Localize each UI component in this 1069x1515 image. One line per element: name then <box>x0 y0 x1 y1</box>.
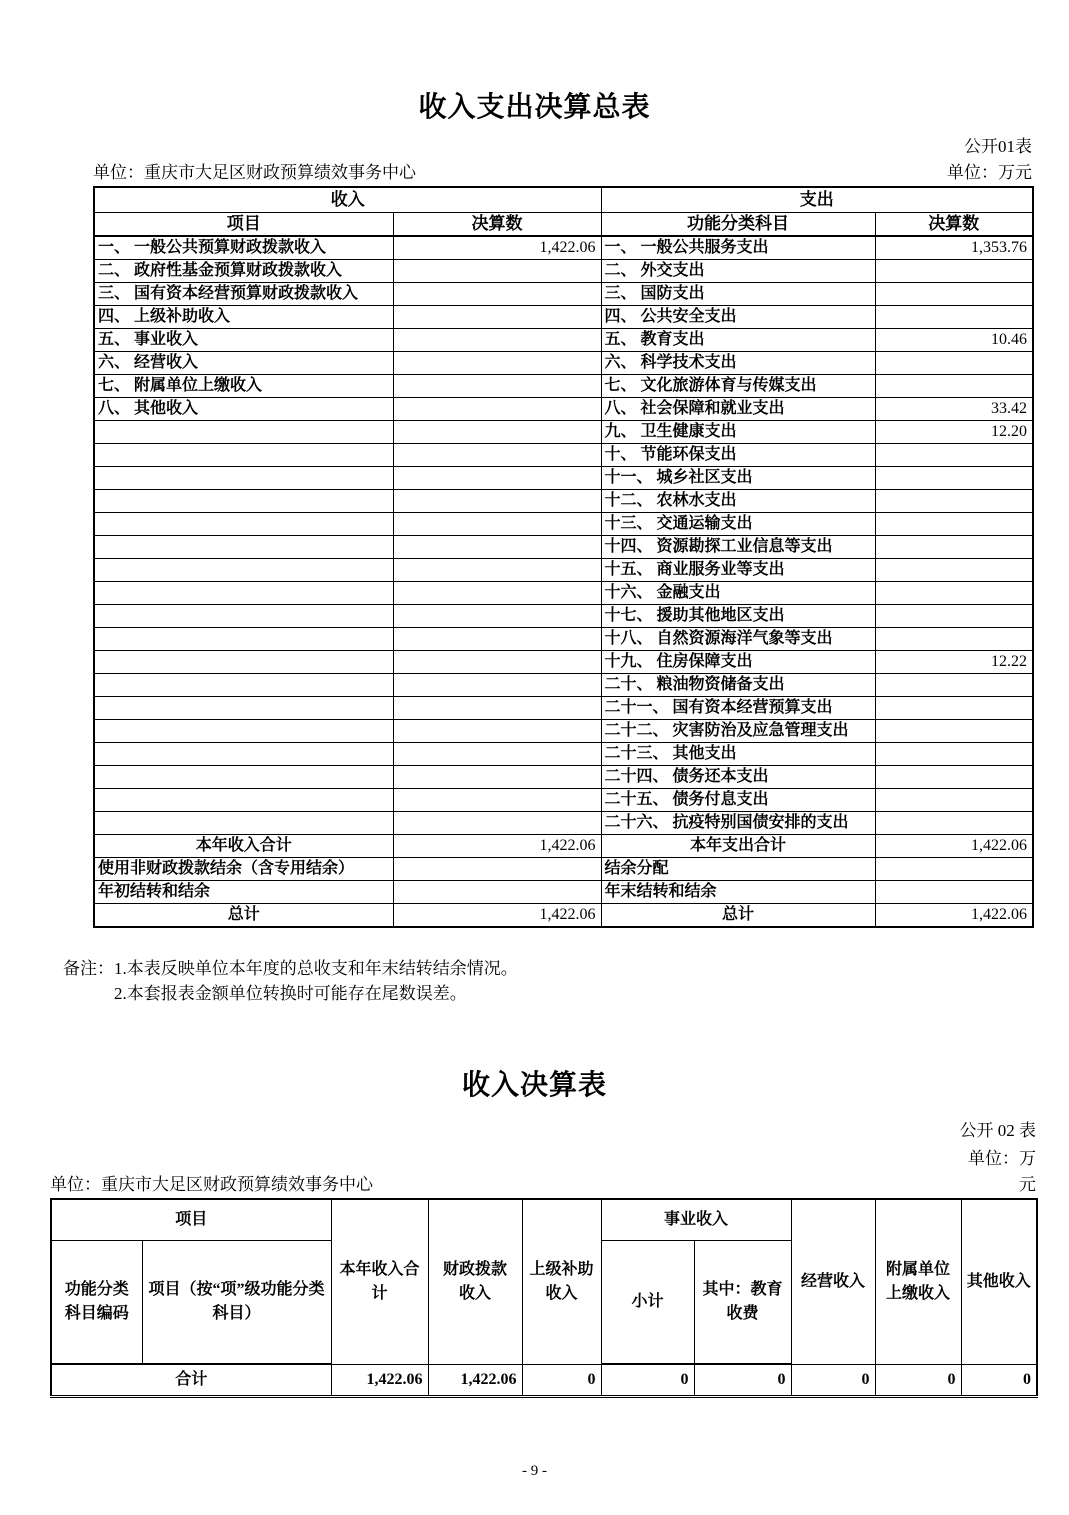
item-group-header: 项目 <box>51 1199 331 1240</box>
income-item-cell <box>94 490 393 513</box>
table1-data-row <box>94 766 1033 789</box>
income-value-cell <box>393 651 601 674</box>
income-item-cell <box>94 605 393 628</box>
expense-item-cell: 八、 社会保障和就业支出 <box>601 398 875 421</box>
table1-header-row1 <box>94 187 1033 213</box>
table1-summary-row <box>94 881 1033 904</box>
table1-summary-row <box>94 835 1033 858</box>
income-value-cell <box>393 421 601 444</box>
income-value-cell <box>393 582 601 605</box>
income-item-cell <box>94 697 393 720</box>
expense-summary-label-cell: 年末结转和结余 <box>601 881 875 904</box>
table2-number: 公开 02 表 <box>959 1121 1036 1140</box>
table1-data-row <box>94 720 1033 743</box>
expense-summary-label-cell: 结余分配 <box>601 858 875 881</box>
income-value-cell <box>393 536 601 559</box>
table2-header-row1 <box>51 1199 1037 1240</box>
income-item-cell: 五、 事业收入 <box>94 329 393 352</box>
year-total-header: 本年收入合计 <box>331 1199 428 1364</box>
income-summary-value-cell: 1,422.06 <box>393 904 601 928</box>
table1-data-row <box>94 260 1033 283</box>
income-value-cell: 1,422.06 <box>393 236 601 260</box>
page-number: - 9 - <box>522 1463 547 1479</box>
income-value-cell <box>393 375 601 398</box>
expense-item-cell: 二十三、 其他支出 <box>601 743 875 766</box>
income-value-cell <box>393 490 601 513</box>
income-amount-header: 决算数 <box>393 213 601 237</box>
expense-item-cell: 十二、 农林水支出 <box>601 490 875 513</box>
income-value-cell <box>393 306 601 329</box>
expense-item-cell: 十九、 住房保障支出 <box>601 651 875 674</box>
income-value-cell <box>393 766 601 789</box>
income-value-cell <box>393 697 601 720</box>
income-detail-table <box>50 1198 1038 1398</box>
income-item-cell <box>94 812 393 835</box>
income-value-cell <box>393 513 601 536</box>
income-item-cell <box>94 720 393 743</box>
table1-unit-name: 单位：重庆市大足区财政预算绩效事务中心 <box>93 163 416 182</box>
table1-data-row <box>94 582 1033 605</box>
table1-data-row <box>94 651 1033 674</box>
income-value-cell <box>393 812 601 835</box>
expense-item-cell: 十六、 金融支出 <box>601 582 875 605</box>
expense-value-cell: 1,353.76 <box>875 236 1033 260</box>
edu-fee-header: 其中：教育收费 <box>694 1240 791 1364</box>
income-value-cell <box>393 398 601 421</box>
income-value-cell <box>393 444 601 467</box>
expense-summary-label-cell: 本年支出合计 <box>601 835 875 858</box>
total-value-cell: 0 <box>601 1364 694 1397</box>
total-value-cell: 1,422.06 <box>331 1364 428 1397</box>
expense-value-cell <box>875 513 1033 536</box>
income-item-cell <box>94 674 393 697</box>
expense-value-cell: 12.22 <box>875 651 1033 674</box>
table1-data-row <box>94 490 1033 513</box>
expense-value-cell <box>875 605 1033 628</box>
expense-item-cell: 七、 文化旅游体育与传媒支出 <box>601 375 875 398</box>
income-value-cell <box>393 329 601 352</box>
table1-data-row <box>94 559 1033 582</box>
table1-summary-row <box>94 904 1033 928</box>
expense-value-cell <box>875 536 1033 559</box>
income-value-cell <box>393 789 601 812</box>
expense-section-header: 支出 <box>601 187 1033 213</box>
income-item-cell <box>94 536 393 559</box>
table1-data-row <box>94 628 1033 651</box>
income-item-cell <box>94 743 393 766</box>
income-item-cell: 八、 其他收入 <box>94 398 393 421</box>
expense-amount-header: 决算数 <box>875 213 1033 237</box>
expense-value-cell: 10.46 <box>875 329 1033 352</box>
income-item-cell <box>94 421 393 444</box>
table1-data-row <box>94 421 1033 444</box>
total-value-cell: 0 <box>875 1364 961 1397</box>
income-item-cell: 一、 一般公共预算财政拨款收入 <box>94 236 393 260</box>
expense-value-cell <box>875 260 1033 283</box>
fiscal-appropriation-header: 财政拨款收入 <box>428 1199 522 1364</box>
expense-value-cell <box>875 467 1033 490</box>
expense-summary-label-cell: 总计 <box>601 904 875 928</box>
income-item-cell <box>94 444 393 467</box>
expense-value-cell <box>875 283 1033 306</box>
table1-data-row <box>94 812 1033 835</box>
income-item-cell: 六、 经营收入 <box>94 352 393 375</box>
income-item-cell <box>94 766 393 789</box>
income-summary-label-cell: 使用非财政拨款结余（含专用结余） <box>94 858 393 881</box>
summary-table <box>93 186 1034 928</box>
expense-value-cell <box>875 490 1033 513</box>
expense-item-cell: 二十四、 债务还本支出 <box>601 766 875 789</box>
income-item-cell <box>94 582 393 605</box>
total-value-cell: 1,422.06 <box>428 1364 522 1397</box>
income-item-cell <box>94 628 393 651</box>
table1-data-row <box>94 352 1033 375</box>
item-detail-header: 项目（按“项”级功能分类科目） <box>142 1240 331 1364</box>
total-value-cell: 0 <box>694 1364 791 1397</box>
expense-value-cell <box>875 674 1033 697</box>
income-summary-value-cell: 1,422.06 <box>393 835 601 858</box>
income-item-header: 项目 <box>94 213 393 237</box>
subtotal-header: 小计 <box>601 1240 694 1364</box>
expense-item-cell: 二十六、 抗疫特别国债安排的支出 <box>601 812 875 835</box>
total-label-cell: 合计 <box>51 1364 331 1397</box>
expense-value-cell <box>875 812 1033 835</box>
income-item-cell: 四、 上级补助收入 <box>94 306 393 329</box>
expense-value-cell <box>875 697 1033 720</box>
expense-item-cell: 二十、 粮油物资储备支出 <box>601 674 875 697</box>
income-item-cell <box>94 467 393 490</box>
expense-item-cell: 一、 一般公共服务支出 <box>601 236 875 260</box>
income-item-cell <box>94 513 393 536</box>
expense-value-cell <box>875 306 1033 329</box>
income-item-cell <box>94 651 393 674</box>
expense-item-cell: 十八、 自然资源海洋气象等支出 <box>601 628 875 651</box>
income-item-cell: 七、 附属单位上缴收入 <box>94 375 393 398</box>
expense-item-cell: 十三、 交通运输支出 <box>601 513 875 536</box>
income-value-cell <box>393 605 601 628</box>
table1-summary-row <box>94 858 1033 881</box>
income-item-cell <box>94 559 393 582</box>
table1-data-row <box>94 743 1033 766</box>
table1-data-row <box>94 697 1033 720</box>
income-value-cell <box>393 720 601 743</box>
table2-unit-currency-line2: 元 <box>1019 1175 1036 1194</box>
expense-summary-value-cell: 1,422.06 <box>875 904 1033 928</box>
expense-value-cell: 33.42 <box>875 398 1033 421</box>
note-line-1: 备注：1.本表反映单位本年度的总收支和年末结转结余情况。 <box>63 959 518 978</box>
table1-data-row <box>94 283 1033 306</box>
total-value-cell: 0 <box>791 1364 875 1397</box>
table1-data-row <box>94 513 1033 536</box>
table1-unit-currency: 单位：万元 <box>947 163 1032 182</box>
income-item-cell: 二、 政府性基金预算财政拨款收入 <box>94 260 393 283</box>
affiliated-income-header: 附属单位上缴收入 <box>875 1199 961 1364</box>
expense-item-cell: 二十五、 债务付息支出 <box>601 789 875 812</box>
expense-category-header: 功能分类科目 <box>601 213 875 237</box>
expense-item-cell: 六、 科学技术支出 <box>601 352 875 375</box>
notes-block <box>63 956 1069 1006</box>
table1-number: 公开01表 <box>964 137 1032 156</box>
expense-value-cell <box>875 352 1033 375</box>
expense-item-cell: 四、 公共安全支出 <box>601 306 875 329</box>
expense-summary-value-cell: 1,422.06 <box>875 835 1033 858</box>
other-income-header: 其他收入 <box>961 1199 1037 1364</box>
expense-value-cell <box>875 628 1033 651</box>
income-summary-label-cell: 总计 <box>94 904 393 928</box>
income-item-cell <box>94 789 393 812</box>
income-item-cell: 三、 国有资本经营预算财政拨款收入 <box>94 283 393 306</box>
expense-item-cell: 五、 教育支出 <box>601 329 875 352</box>
table2-title: 收入决算表 <box>461 1070 607 1101</box>
table2-total-row <box>51 1364 1037 1397</box>
income-summary-label-cell: 年初结转和结余 <box>94 881 393 904</box>
income-value-cell <box>393 467 601 490</box>
income-value-cell <box>393 283 601 306</box>
table1-data-row <box>94 444 1033 467</box>
table1-title: 收入支出决算总表 <box>418 92 651 123</box>
expense-item-cell: 二十二、 灾害防治及应急管理支出 <box>601 720 875 743</box>
expense-value-cell <box>875 375 1033 398</box>
expense-item-cell: 十五、 商业服务业等支出 <box>601 559 875 582</box>
table1-data-row <box>94 329 1033 352</box>
expense-item-cell: 十一、 城乡社区支出 <box>601 467 875 490</box>
table1-data-row <box>94 398 1033 421</box>
table1-data-row <box>94 674 1033 697</box>
table1-data-row <box>94 375 1033 398</box>
total-value-cell: 0 <box>961 1364 1037 1397</box>
note-line-2: 2.本套报表金额单位转换时可能存在尾数误差。 <box>114 984 467 1003</box>
expense-value-cell <box>875 766 1033 789</box>
expense-item-cell: 九、 卫生健康支出 <box>601 421 875 444</box>
income-value-cell <box>393 352 601 375</box>
income-section-header: 收入 <box>94 187 601 213</box>
total-value-cell: 0 <box>522 1364 601 1397</box>
expense-summary-value-cell <box>875 881 1033 904</box>
income-summary-value-cell <box>393 881 601 904</box>
expense-item-cell: 十七、 援助其他地区支出 <box>601 605 875 628</box>
expense-item-cell: 十四、 资源勘探工业信息等支出 <box>601 536 875 559</box>
expense-value-cell <box>875 789 1033 812</box>
income-summary-label-cell: 本年收入合计 <box>94 835 393 858</box>
income-value-cell <box>393 743 601 766</box>
table2-unit-currency-line1: 单位：万 <box>968 1149 1036 1168</box>
operating-income-header: 经营收入 <box>791 1199 875 1364</box>
expense-item-cell: 三、 国防支出 <box>601 283 875 306</box>
income-value-cell <box>393 674 601 697</box>
expense-item-cell: 二十一、 国有资本经营预算支出 <box>601 697 875 720</box>
superior-subsidy-header: 上级补助收入 <box>522 1199 601 1364</box>
table1-data-row <box>94 236 1033 260</box>
expense-value-cell <box>875 582 1033 605</box>
income-value-cell <box>393 260 601 283</box>
table1-data-row <box>94 306 1033 329</box>
income-value-cell <box>393 628 601 651</box>
table1-data-row <box>94 467 1033 490</box>
expense-value-cell <box>875 743 1033 766</box>
business-income-group-header: 事业收入 <box>601 1199 791 1240</box>
income-value-cell <box>393 559 601 582</box>
table1-header-row2 <box>94 213 1033 237</box>
expense-item-cell: 二、 外交支出 <box>601 260 875 283</box>
table1-data-row <box>94 605 1033 628</box>
func-code-header: 功能分类科目编码 <box>51 1240 142 1364</box>
expense-item-cell: 十、 节能环保支出 <box>601 444 875 467</box>
table1-data-row <box>94 536 1033 559</box>
expense-value-cell <box>875 444 1033 467</box>
table2-unit-name: 单位：重庆市大足区财政预算绩效事务中心 <box>50 1175 373 1194</box>
expense-summary-value-cell <box>875 858 1033 881</box>
expense-value-cell <box>875 559 1033 582</box>
income-summary-value-cell <box>393 858 601 881</box>
expense-value-cell: 12.20 <box>875 421 1033 444</box>
expense-value-cell <box>875 720 1033 743</box>
table1-data-row <box>94 789 1033 812</box>
